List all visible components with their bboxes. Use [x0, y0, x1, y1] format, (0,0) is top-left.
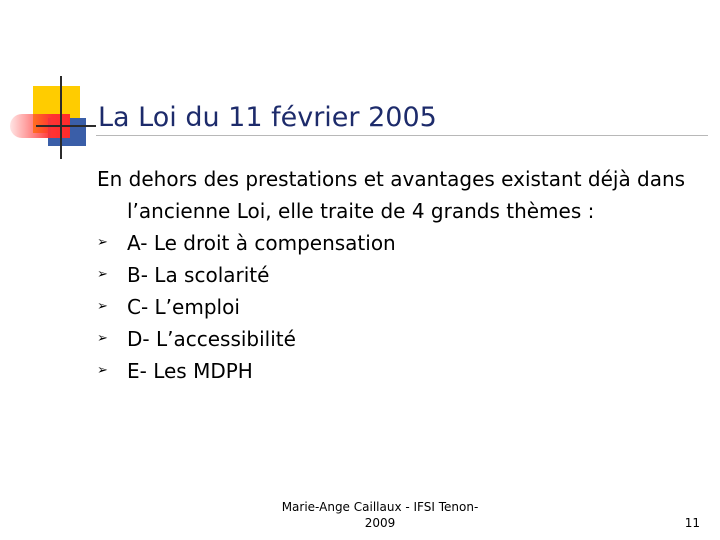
intro-paragraph: En dehors des prestations et avantages existant déjà dans l’ancienne Loi, elle traite de 4 grands thèmes :	[97, 167, 686, 223]
footer-author-line1: Marie-Ange Caillaux - IFSI Tenon-	[281, 500, 479, 514]
list-item	[97, 323, 396, 355]
list-item	[97, 227, 396, 259]
arrow-bullet-icon: ➢	[97, 235, 108, 250]
list-item	[97, 355, 396, 387]
theme-list	[97, 227, 396, 387]
decorative-vertical-line	[60, 76, 62, 159]
arrow-bullet-icon: ➢	[97, 299, 108, 314]
list-item	[97, 291, 396, 323]
footer-author	[255, 499, 505, 531]
title-underline	[96, 135, 708, 136]
decorative-horizontal-line	[36, 125, 96, 127]
arrow-bullet-icon: ➢	[97, 331, 108, 346]
list-item-label: C- L’emploi	[127, 295, 240, 319]
list-item-label: D- L’accessibilité	[127, 327, 296, 351]
arrow-bullet-icon: ➢	[97, 267, 108, 282]
list-item-label: B- La scolarité	[127, 263, 270, 287]
footer-author-line2: 2009	[364, 516, 396, 530]
arrow-bullet-icon: ➢	[97, 363, 108, 378]
list-item-label: A- Le droit à compensation	[127, 231, 396, 255]
list-item	[97, 259, 396, 291]
page-title: La Loi du 11 février 2005	[98, 102, 437, 133]
page-number: 11	[684, 516, 700, 530]
list-item-label: E- Les MDPH	[127, 359, 253, 383]
